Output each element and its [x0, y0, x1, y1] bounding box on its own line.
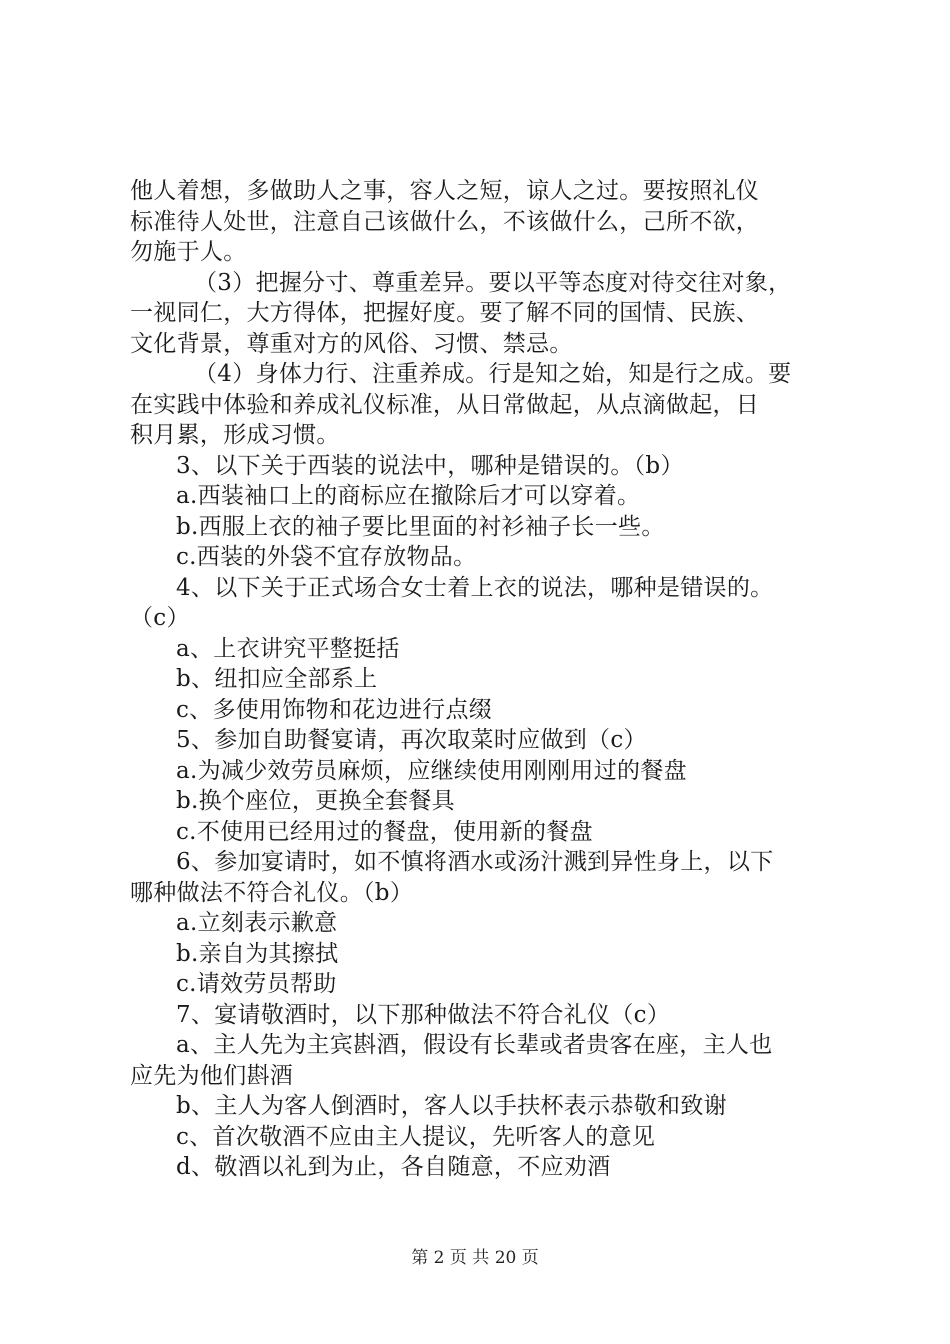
text-line: 勿施于人。 [130, 239, 247, 265]
text-line: （c） [130, 605, 190, 631]
text-line: a、上衣讲究平整挺括 [176, 635, 400, 662]
text-line: b.换个座位，更换全套餐具 [176, 788, 455, 814]
text-line: c.请效劳员帮助 [176, 971, 337, 997]
text-line: （4）身体力行、注重养成。行是知之始，知是行之成。要 [194, 361, 792, 387]
text-line: d、敬酒以礼到为止，各自随意，不应劝酒 [176, 1154, 611, 1180]
text-line: a.西装袖口上的商标应在撤除后才可以穿着。 [176, 483, 641, 509]
text-line: 7、宴请敬酒时，以下那种做法不符合礼仪（c） [176, 1001, 671, 1028]
text-line: 一视同仁，大方得体，把握好度。要了解不同的国情、民族、 [130, 300, 760, 326]
text-line: （3）把握分寸、尊重差异。要以平等态度对待交往对象， [194, 269, 792, 296]
page-footer: 第 2 页 共 20 页 [411, 1248, 539, 1268]
text-line: 文化背景，尊重对方的风俗、习惯、禁忌。 [130, 330, 573, 357]
text-line: c、首次敬酒不应由主人提议，先听客人的意见 [176, 1123, 656, 1150]
text-line: b、纽扣应全部系上 [176, 666, 378, 692]
text-line: c.西装的外袋不宜存放物品。 [176, 544, 477, 570]
text-line: 3、以下关于西装的说法中，哪种是错误的。（b） [176, 452, 684, 479]
text-line: 应先为他们斟酒 [130, 1062, 294, 1089]
text-line: 积月累，形成习惯。 [130, 422, 340, 448]
text-line: a.为减少效劳员麻烦，应继续使用刚刚用过的餐盘 [176, 757, 687, 784]
text-line: 6、参加宴请时，如不慎将酒水或汤汁溅到异性身上，以下 [176, 849, 774, 875]
text-line: b.西服上衣的袖子要比里面的衬衫袖子长一些。 [176, 513, 665, 540]
text-line: b.亲自为其擦拭 [176, 940, 339, 967]
text-line: a、主人先为主宾斟酒，假设有长辈或者贵客在座，主人也 [176, 1032, 773, 1058]
text-line: 他人着想，多做助人之事，容人之短，谅人之过。要按照礼仪 [130, 178, 760, 204]
text-line: c.不使用已经用过的餐盘，使用新的餐盘 [176, 818, 593, 845]
document-body [130, 176, 835, 1183]
text-line: 5、参加自助餐宴请，再次取菜时应做到（c） [176, 727, 647, 753]
text-line: 哪种做法不符合礼仪。（b） [130, 879, 414, 906]
text-line: 标准待人处世，注意自己该做什么，不该做什么，己所不欲， [130, 208, 760, 235]
text-line: a.立刻表示歉意 [176, 910, 338, 936]
text-line: c、多使用饰物和花边进行点缀 [176, 696, 493, 723]
text-line: 4、以下关于正式场合女士着上衣的说法，哪种是错误的。 [176, 574, 774, 601]
text-line: 在实践中体验和养成礼仪标准，从日常做起，从点滴做起，日 [130, 391, 760, 418]
text-line: b、主人为客人倒酒时，客人以手扶杯表示恭敬和致谢 [176, 1093, 727, 1119]
